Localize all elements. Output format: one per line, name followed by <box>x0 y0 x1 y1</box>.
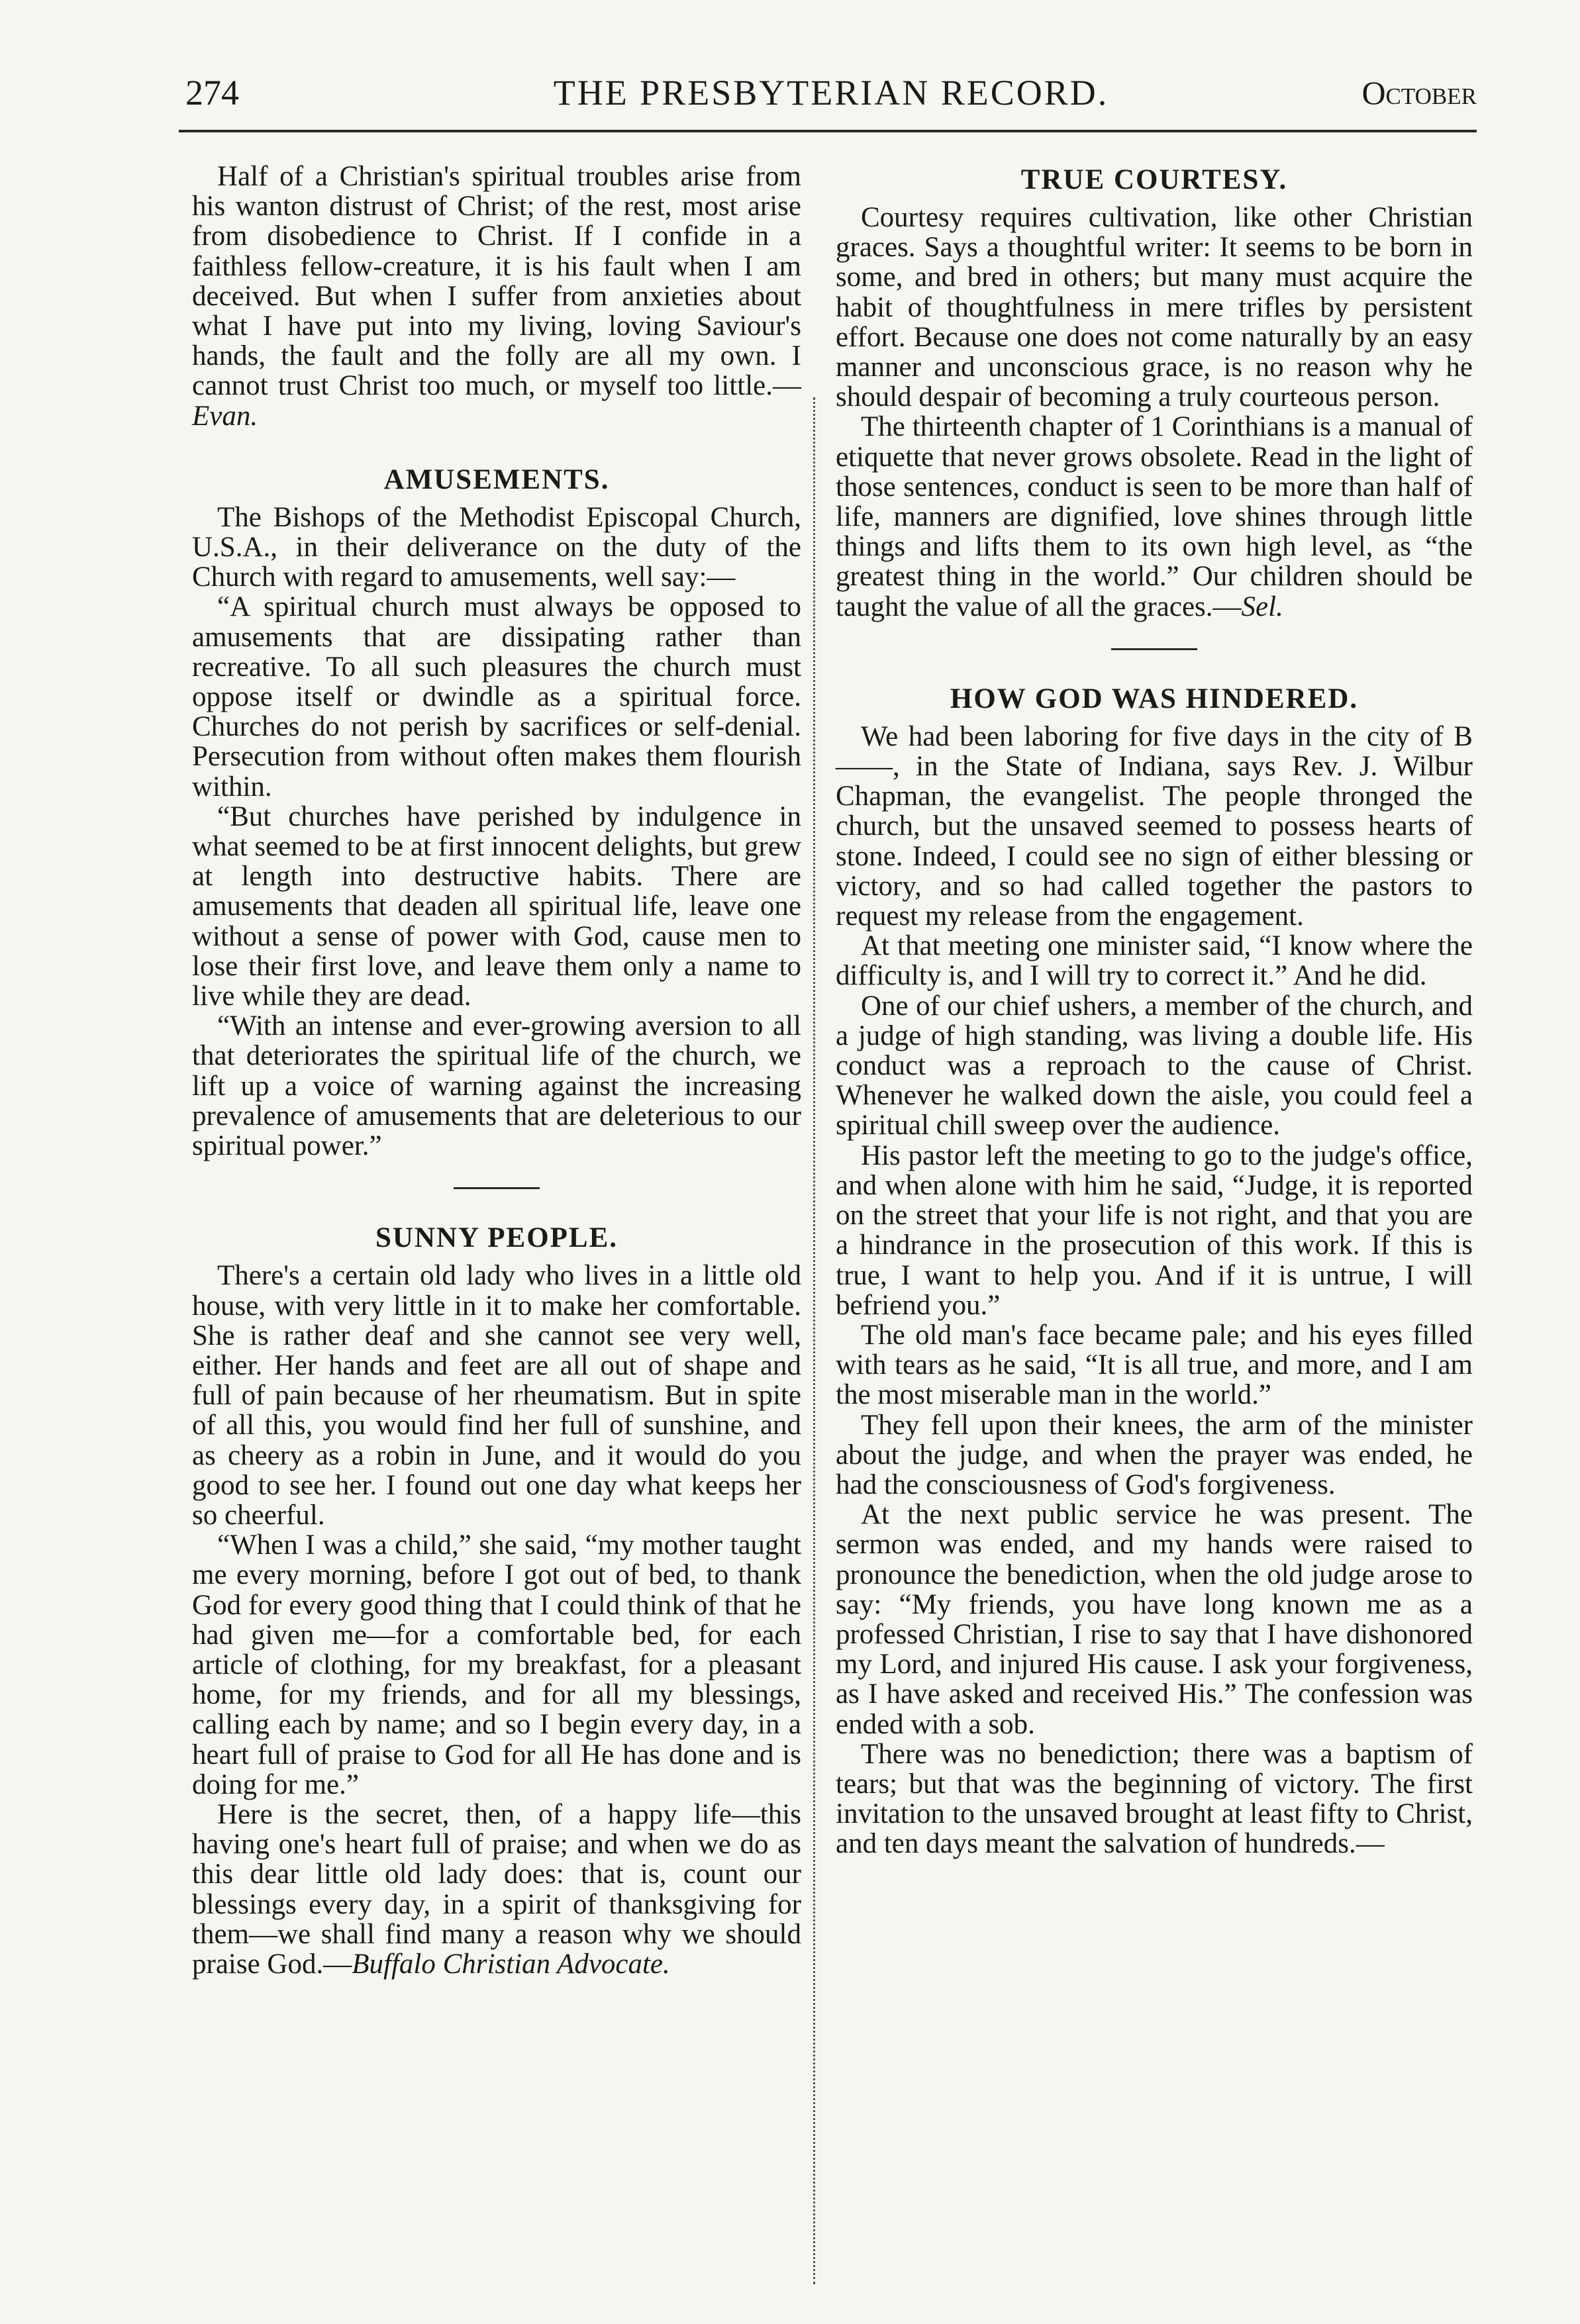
section-divider <box>454 1187 540 1189</box>
sunny-people-paragraph: “When I was a child,” she said, “my mother taught me every morning, before I got out of bed, to thank God for every good thing that I could think of that he had given me—for a comfortable bed, for each article of clothing, for my breakfast, for a pleasant home, for my friends, and for all my blessings, calling each by name; and so I begin every day, in a heart full of praise to God for all He has done and is doing for me.” <box>192 1529 801 1800</box>
sunny-people-paragraph <box>192 1800 801 1979</box>
hindered-paragraph: At that meeting one minister said, “I know where the difficulty is, and I will try to correct it.” And he did. <box>836 930 1473 992</box>
hindered-paragraph: At the next public service he was present. The sermon was ended, and my hands were raised to pronounce the benediction, when the old judge arose to say: “My friends, you have long known me as a professed Christian, I rise to say that I have dishonored my Lord, and injured His cause. I ask your forgiveness, as I have asked and received His.” The confession was ended with a sob. <box>836 1499 1473 1740</box>
courtesy-paragraph <box>836 412 1473 621</box>
sunny-people-signature: Buffalo Christian Advocate. <box>352 1948 670 1980</box>
true-courtesy-heading: TRUE COURTESY. <box>1020 164 1288 195</box>
amusements-paragraph: “But churches have perished by indulgence in what seemed to be at first innocent delights, but grew at length into destructive habits. There are amusements that deaden all spiritual life, leave one without a sense of power with God, cause men to lose their first love, and leave them only a name to live while they are dead. <box>192 800 801 1012</box>
amusements-heading: AMUSEMENTS. <box>383 463 610 495</box>
hindered-paragraph: They fell upon their knees, the arm of the minister about the judge, and when the prayer was ended, he had the consciousness of God's forgiveness. <box>836 1409 1473 1500</box>
section-divider <box>1111 648 1197 650</box>
sunny-people-closing-text: Here is the secret, then, of a happy life—this having one's heart full of praise; and when we do as this dear little old lady does: that is, count our blessings every day, in a spirit of thanksgiving for them—we shall find many a reason why we should praise God.— <box>192 1798 801 1980</box>
hindered-paragraph: One of our chief ushers, a member of the church, and a judge of high standing, was living a double life. His conduct was a reproach to the cause of Christ. Whenever he walked down the aisle, you could feel a spiritual chill sweep over the audience. <box>836 990 1473 1141</box>
intro-paragraph <box>192 162 801 431</box>
right-column <box>836 162 1473 1859</box>
hindered-paragraph: We had been laboring for five days in the city of B——, in the State of Indiana, says Rev. J. Wilbur Chapman, the evangelist. The people thronged the church, but the unsaved seemed to possess hearts of stone. Indeed, I could see no sign of either blessing or victory, and so had called together the pastors to request my release from the engagement. <box>836 720 1473 932</box>
header-rule <box>179 130 1477 132</box>
hindered-paragraph: The old man's face became pale; and his eyes filled with tears as he said, “It is all true, and more, and I am the most miserable man in the world.” <box>836 1319 1473 1411</box>
how-god-was-hindered-heading: HOW GOD WAS HINDERED. <box>950 683 1359 714</box>
issue-month: October <box>1361 74 1477 111</box>
courtesy-signature: Sel. <box>1241 591 1283 622</box>
page-header <box>185 66 1477 119</box>
intro-signature: Evan. <box>192 400 258 432</box>
intro-text: Half of a Christian's spiritual troubles arise from his wanton distrust of Christ; of the rest, most arise from disobedience to Christ. If I confide in a faithless fellow-creature, it is his fault when I am deceived. But when I suffer from anxieties about what I have put into my living, loving Saviour's hands, the fault and the folly are all my own. I cannot trust Christ too much, or myself too little.— <box>192 161 801 402</box>
page-number: 274 <box>185 73 239 113</box>
amusements-paragraph: The Bishops of the Methodist Episcopal Church, U.S.A., in their deliverance on the duty of the Church with regard to amusements, well say:— <box>192 501 801 593</box>
amusements-paragraph: “With an intense and ever-growing aversion to all that deteriorates the spiritual life of the church, we lift up a voice of warning against the increasing prevalence of amusements that are deleterious to our spiritual power.” <box>192 1010 801 1162</box>
left-column <box>192 162 801 1979</box>
column-divider <box>813 397 815 2284</box>
courtesy-closing-text: The thirteenth chapter of 1 Corinthians is a manual of etiquette that never grows obsolete. Read in the light of those sentences, conduct is seen to be more than half of life, manners are dignified, love shines through little things and lifts them to its own high level, as “the greatest thing in the world.” Our children should be taught the value of all the graces.— <box>836 411 1473 622</box>
hindered-paragraph: There was no benediction; there was a baptism of tears; but that was the beginning of victory. The first invitation to the unsaved brought at least fifty to Christ, and ten days meant the salvation of hundreds.— <box>836 1738 1473 1860</box>
amusements-paragraph: “A spiritual church must always be opposed to amusements that are dissipating rather than recreative. To all such pleasures the church must oppose itself or dwindle as a spiritual force. Churches do not perish by sacrifices or self-denial. Persecution from without often makes them flourish within. <box>192 591 801 802</box>
hindered-paragraph: His pastor left the meeting to go to the judge's office, and when alone with him he said, “Judge, it is reported on the street that your life is not right, and that you are a hindrance in the prosecution of this work. If this is true, I want to help you. And if it is untrue, I will befriend you.” <box>836 1139 1473 1321</box>
courtesy-paragraph: Courtesy requires cultivation, like other Christian graces. Says a thoughtful writer: It seems to be born in some, and bred in others; but many must acquire the habit of thoughtfulness in mere trifles by persistent effort. Because one does not come naturally by an easy manner and unconscious grace, is no reason why he should despair of becoming a truly courteous person. <box>836 202 1473 413</box>
publication-title: THE PRESBYTERIAN RECORD. <box>553 73 1109 113</box>
sunny-people-heading: SUNNY PEOPLE. <box>375 1222 618 1254</box>
sunny-people-paragraph: There's a certain old lady who lives in a little old house, with very little in it to make her comfortable. She is rather deaf and she cannot see very well, either. Her hands and feet are all out of shape and full of pain because of her rheumatism. But in spite of all this, you would find her full of sunshine, and as cheery as a robin in June, and it would do you good to see her. I found out one day what keeps her so cheerful. <box>192 1260 801 1531</box>
